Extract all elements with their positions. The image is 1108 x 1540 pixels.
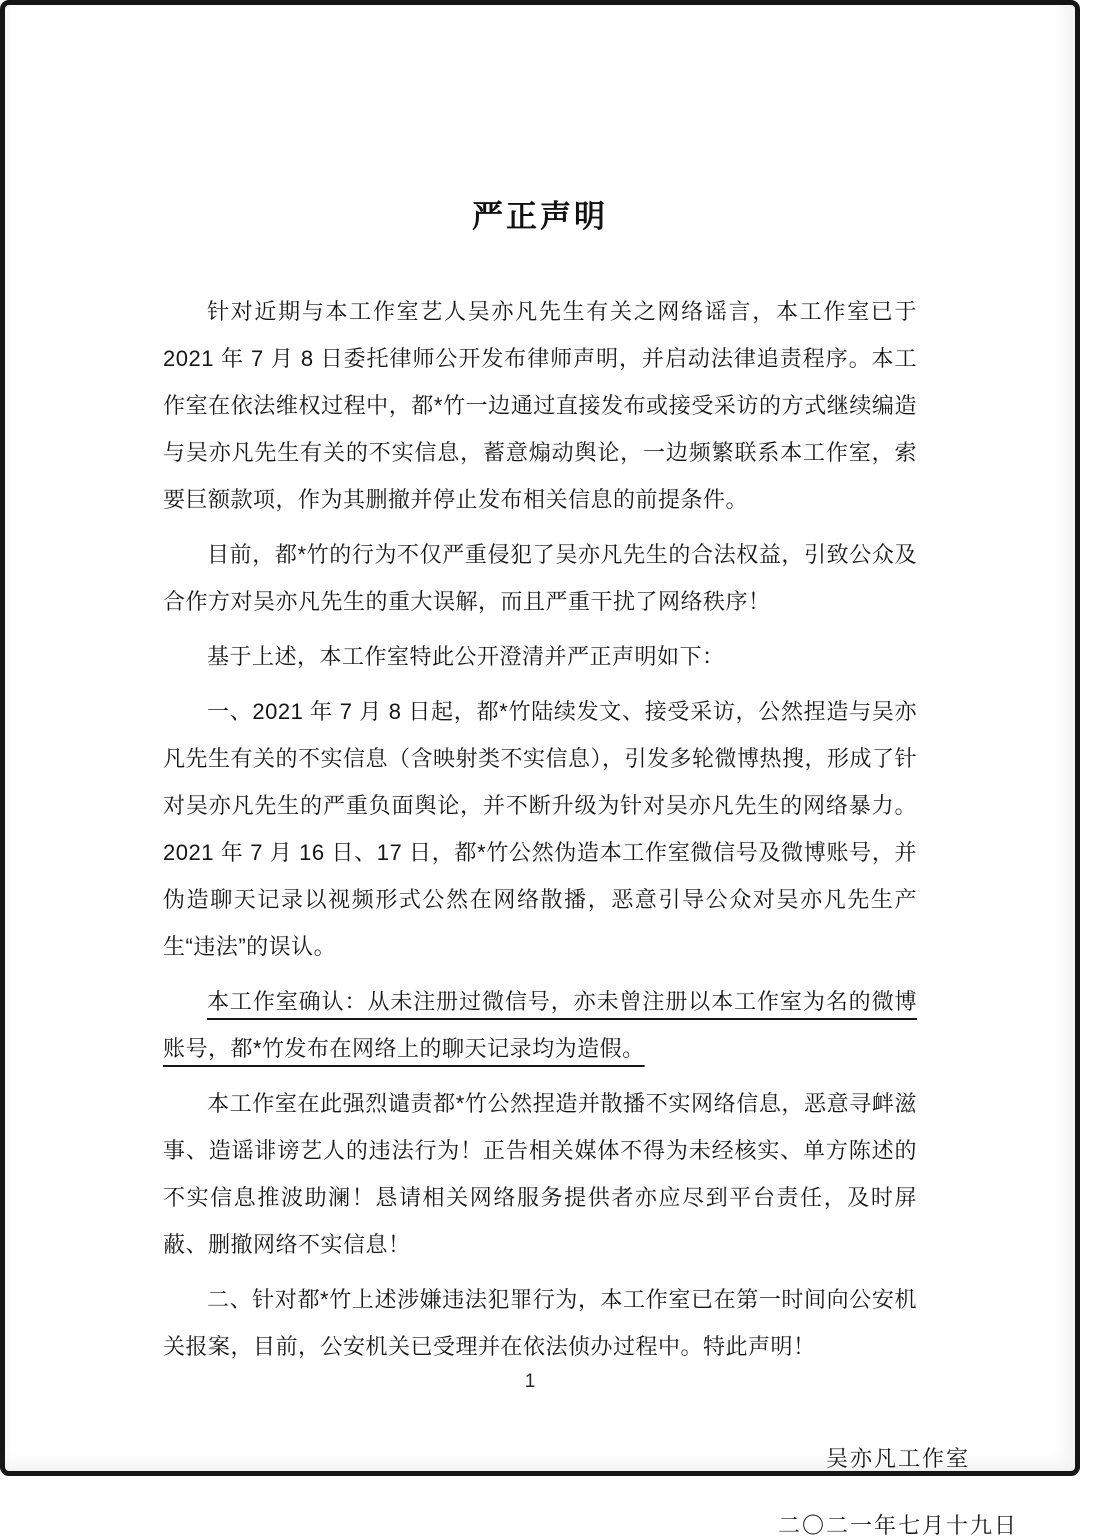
paragraph: 目前，都*竹的行为不仅严重侵犯了吴亦凡先生的合法权益，引致公众及合作方对吴亦凡先生的重大误解，而且严重干扰了网络秩序！	[163, 542, 917, 614]
paragraph-confirmation-underlined: 本工作室确认：从未注册过微信号，亦未曾注册以本工作室为名的微博账号，都*竹发布在网络上的聊天记录均为造假。	[163, 989, 917, 1061]
paragraph: 本工作室在此强烈谴责都*竹公然捏造并散播不实网络信息，恶意寻衅滋事、造谣诽谤艺人的违法行为！正告相关媒体不得为未经核实、单方陈述的不实信息推波助澜！恳请相关网络服务提供者亦应尽到平台责任，及时屏蔽、删撤网络不实信息！	[163, 1091, 917, 1257]
paragraph: 基于上述，本工作室特此公开澄清并严正声明如下：	[207, 644, 725, 669]
paragraph: 针对近期与本工作室艺人吴亦凡先生有关之网络谣言，本工作室已于 2021 年 7 月 8 日委托律师公开发布律师声明，并启动法律追责程序。本工作室在依法维权过程中，都*竹一边通过直接发布或接受采访的方式继续编造与吴亦凡先生有关的不实信息，蓄意煽动舆论，一边频繁联系本工作室，索要巨额款项，作为其删撤并停止发布相关信息的前提条件。	[163, 299, 917, 512]
document-content	[5, 5, 1075, 1540]
paragraph: 一、2021 年 7 月 8 日起，都*竹陆续发文、接受采访，公然捏造与吴亦凡先生有关的不实信息（含映射类不实信息），引发多轮微博热搜，形成了针对吴亦凡先生的严重负面舆论，并不断升级为针对吴亦凡先生的网络暴力。2021 年 7 月 16 日、17 日，都*竹公然伪造本工作室微信号及微博账号，并伪造聊天记录以视频形式公然在网络散播，恶意引导公众对吴亦凡先生产生“违法”的误认。	[163, 699, 918, 959]
document-body	[163, 288, 917, 1370]
page-number: 1	[524, 1371, 536, 1392]
signature-date: 二〇二一年七月十九日	[777, 1513, 1018, 1538]
signature-block	[688, 1442, 1108, 1540]
paragraph: 二、针对都*竹上述涉嫌违法犯罪行为，本工作室已在第一时间向公安机关报案，目前，公安机关已受理并在依法侦办过程中。特此声明！	[163, 1287, 917, 1359]
document-title: 严正声明	[472, 199, 608, 234]
signature-name: 吴亦凡工作室	[825, 1446, 970, 1471]
